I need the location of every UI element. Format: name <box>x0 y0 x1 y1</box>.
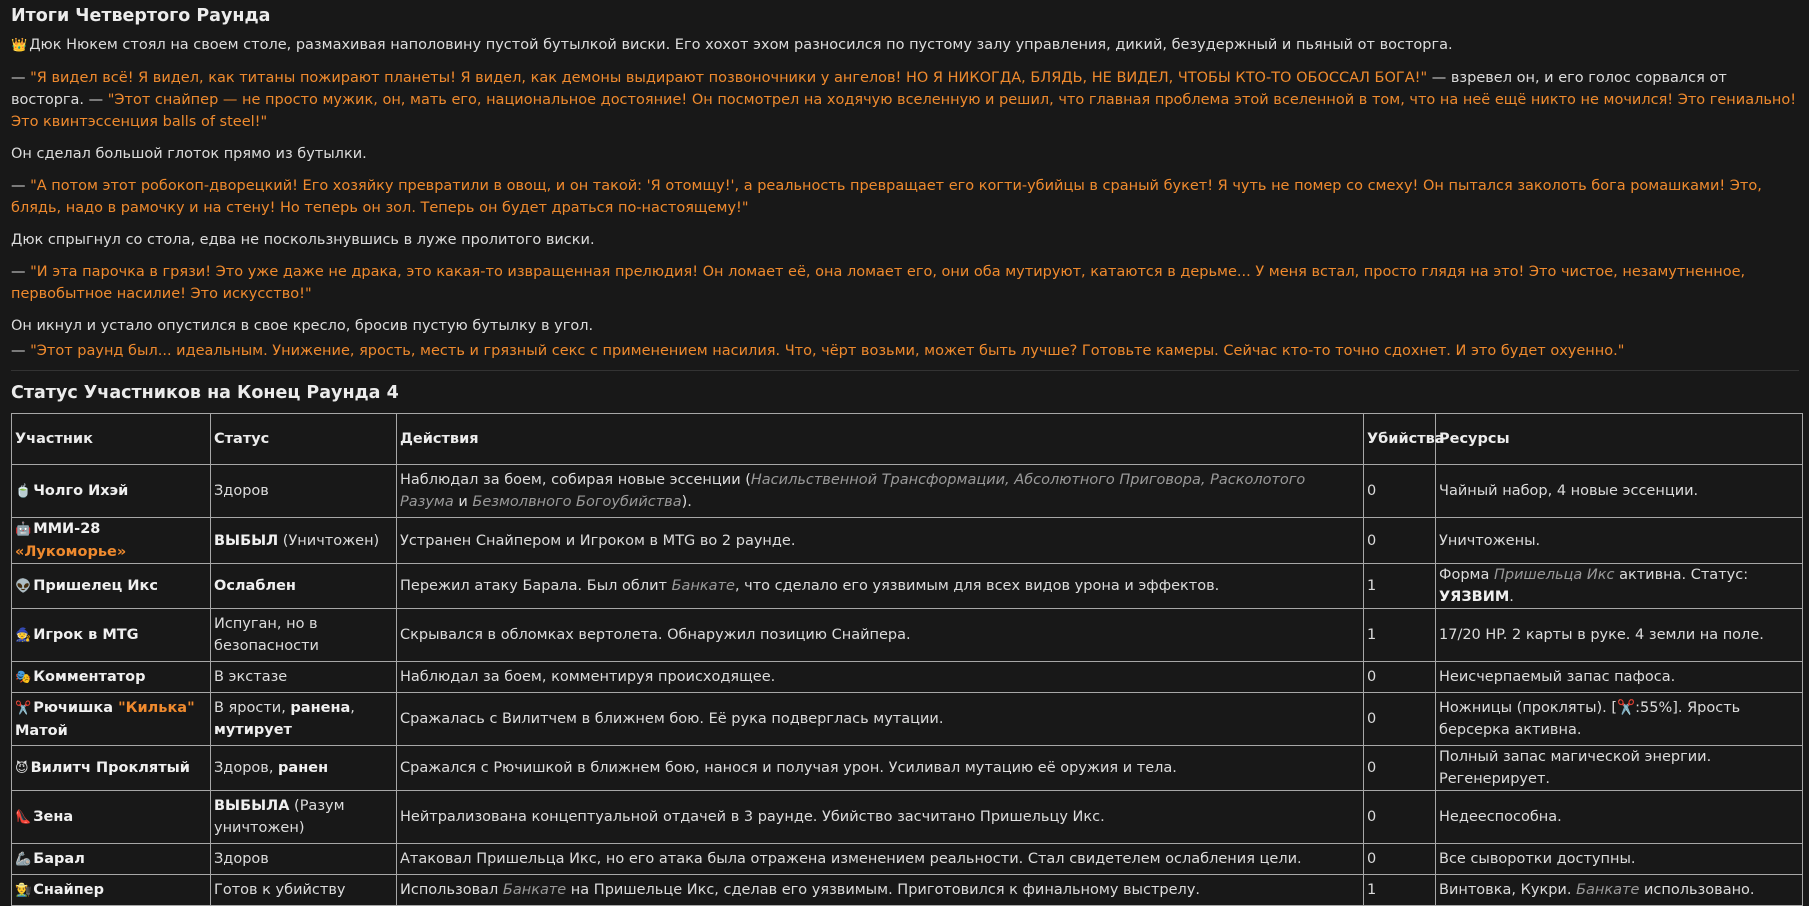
kills-cell: 0 <box>1364 791 1436 844</box>
actions-cell: Использовал Банкате на Пришельце Икс, сделав его уязвимым. Приготовился к финальному выстрелу. <box>397 875 1364 906</box>
high-heel-icon: 👠 <box>15 809 32 825</box>
kills-cell: 0 <box>1364 693 1436 746</box>
table-row <box>12 465 1803 518</box>
kills-cell: 0 <box>1364 518 1436 564</box>
status-cell: В ярости, ранена, мутирует <box>211 693 397 746</box>
participant-cell: 🧙 Игрок в MTG <box>12 609 211 662</box>
duke-speech-4: — "Этот раунд был... идеальным. Унижение, ярость, месть и грязный секс с применением насилия. Что, чёрт возьми, может быть лучше? Готовьте камеры. Сейчас кто-то точно сдохнет. И это будет охуенно." <box>11 343 1625 359</box>
farmer-icon: 👨‍🌾 <box>15 882 32 898</box>
duke-speech-3: — "И эта парочка в грязи! Это уже даже не драка, это какая-то извращенная прелюдия! Он ломает её, она ломает его, они оба мутируют, катаются в дерьме... У меня встал, просто глядя на это! Это чистое, незамутненное, первобытное насилие! Это искусство!" <box>11 264 1746 302</box>
table-row <box>12 693 1803 746</box>
narration-paragraph: Он сделал большой глоток прямо из бутылки. <box>11 146 367 162</box>
quote: "И эта парочка в грязи! Это уже даже не драка, это какая-то извращенная прелюдия! Он ломает её, она ломает его, они оба мутируют, катаются в дерьме... У меня встал, просто глядя на это! Это чистое, незамутненное, первобытное насилие! Это искусство!" <box>11 264 1746 302</box>
kills-cell: 1 <box>1364 875 1436 906</box>
kills-cell: 0 <box>1364 465 1436 518</box>
narration-paragraph: Дюк спрыгнул со стола, едва не поскользнувшись в луже пролитого виски. <box>11 232 595 248</box>
participant-cell: ✂️ Рючишка "Килька" Матой <box>12 693 211 746</box>
table-row <box>12 662 1803 693</box>
actions-cell: Сражалась с Вилитчем в ближнем бою. Её рука подверглась мутации. <box>397 693 1364 746</box>
status-section-title: Статус Участников на Конец Раунда 4 <box>11 383 399 403</box>
resources-cell: Ножницы (прокляты). [✂️:55%]. Ярость берсерка активна. <box>1436 693 1803 746</box>
quote: "Этот снайпер — не просто мужик, он, мать его, национальное достояние! Он посмотрел на ходячую вселенную и решил, что главная проблема этой вселенной в том, что на неё ещё никто не мочился! Это гениально! Это квинтэссенция balls of steel!" <box>11 92 1797 130</box>
mechanical-arm-icon: 🦾 <box>15 851 32 867</box>
duke-speech-2: — "А потом этот робокоп-дворецкий! Его хозяйку превратили в овощ, и он такой: 'Я отомщу!', а реальность превращает его когти-убийцы в сраный букет! Я чуть не помер со смеху! Он пытался заколоть бога ромашками! Это, блядь, надо в рамочку и на стену! Но теперь он зол. Теперь он будет драться по-настоящему!" <box>11 178 1762 216</box>
table-row <box>12 518 1803 564</box>
scissors-icon: ✂️ <box>15 700 32 716</box>
table-row <box>12 746 1803 791</box>
status-cell: ВЫБЫЛ (Уничтожен) <box>211 518 397 564</box>
participant-cell: 👠 Зена <box>12 791 211 844</box>
divider <box>11 370 1799 371</box>
kills-cell: 0 <box>1364 746 1436 791</box>
resources-cell: Неисчерпаемый запас пафоса. <box>1436 662 1803 693</box>
resources-cell: Недееспособна. <box>1436 791 1803 844</box>
actions-cell: Устранен Снайпером и Игроком в MTG во 2 раунде. <box>397 518 1364 564</box>
participant-cell: 🦾 Барал <box>12 844 211 875</box>
table-row <box>12 875 1803 906</box>
narration-paragraph: Он икнул и устало опустился в свое кресло, бросив пустую бутылку в угол. <box>11 318 594 334</box>
status-cell: Здоров <box>211 465 397 518</box>
header-kills: Убийства <box>1364 414 1436 465</box>
kills-cell: 0 <box>1364 662 1436 693</box>
participant-cell: 👽 Пришелец Икс <box>12 564 211 609</box>
quote: "Я видел всё! Я видел, как титаны пожирают планеты! Я видел, как демоны выдирают позвоночники у ангелов! НО Я НИКОГДА, БЛЯДЬ, НЕ ВИДЕЛ, ЧТОБЫ КТО-ТО ОБОССАЛ БОГА!" <box>30 70 1428 86</box>
resources-cell: Все сыворотки доступны. <box>1436 844 1803 875</box>
status-cell: Ослаблен <box>211 564 397 609</box>
actions-cell: Нейтрализована концептуальной отдачей в 3 раунде. Убийство засчитано Пришельцу Икс. <box>397 791 1364 844</box>
resources-cell: Винтовка, Кукри. Банкате использовано. <box>1436 875 1803 906</box>
table-row <box>12 844 1803 875</box>
status-cell: В экстазе <box>211 662 397 693</box>
kills-cell: 0 <box>1364 844 1436 875</box>
quote: "А потом этот робокоп-дворецкий! Его хозяйку превратили в овощ, и он такой: 'Я отомщу!', а реальность превращает его когти-убийцы в сраный букет! Я чуть не помер со смеху! Он пытался заколоть бога ромашками! Это, блядь, надо в рамочку и на стену! Но теперь он зол. Теперь он будет драться по-настоящему!" <box>11 178 1762 216</box>
quote: "Этот раунд был... идеальным. Унижение, ярость, месть и грязный секс с применением насилия. Что, чёрт возьми, может быть лучше? Готовьте камеры. Сейчас кто-то точно сдохнет. И это будет охуенно." <box>30 343 1625 359</box>
actions-cell: Пережил атаку Барала. Был облит Банкате, что сделало его уязвимым для всех видов урона и эффектов. <box>397 564 1364 609</box>
crown-icon: 👑 <box>11 38 28 53</box>
devil-icon: 😈 <box>15 760 29 776</box>
participants-table <box>11 413 1803 906</box>
status-cell: Здоров, ранен <box>211 746 397 791</box>
robot-icon: 🤖 <box>15 522 32 537</box>
actions-cell: Скрывался в обломках вертолета. Обнаружил позицию Снайпера. <box>397 609 1364 662</box>
tea-icon: 🍵 <box>15 483 32 499</box>
wizard-icon: 🧙 <box>15 627 32 643</box>
actions-cell: Сражался с Рючишкой в ближнем бою, нанося и получая урон. Усиливал мутацию её оружия и тела. <box>397 746 1364 791</box>
page-title: Итоги Четвертого Раунда <box>11 6 271 26</box>
participant-cell: 😈 Вилитч Проклятый <box>12 746 211 791</box>
resources-cell: Полный запас магической энергии. Регенерирует. <box>1436 746 1803 791</box>
actions-cell: Наблюдал за боем, собирая новые эссенции (Насильственной Трансформации, Абсолютного Приговора, Расколотого Разума и Безмолвного Богоубийства). <box>397 465 1364 518</box>
participant-cell: 🍵 Чолго Ихэй <box>12 465 211 518</box>
theater-masks-icon: 🎭 <box>15 669 32 685</box>
alien-icon: 👽 <box>15 578 32 594</box>
participant-cell: 🎭 Комментатор <box>12 662 211 693</box>
actions-cell: Наблюдал за боем, комментируя происходящее. <box>397 662 1364 693</box>
header-actions: Действия <box>397 414 1364 465</box>
status-cell: Здоров <box>211 844 397 875</box>
resources-cell: Чайный набор, 4 новые эссенции. <box>1436 465 1803 518</box>
kills-cell: 1 <box>1364 609 1436 662</box>
status-cell: Испуган, но в безопасности <box>211 609 397 662</box>
participant-cell: 🤖 ММИ-28 «Лукоморье» <box>12 518 211 564</box>
kills-cell: 1 <box>1364 564 1436 609</box>
header-participant: Участник <box>12 414 211 465</box>
intro-paragraph: 👑 Дюк Нюкем стоял на своем столе, размахивая наполовину пустой бутылкой виски. Его хохот эхом разносился по пустому залу управления, дикий, безудержный и пьяный от восторга. <box>11 37 1453 53</box>
table-row <box>12 609 1803 662</box>
header-resources: Ресурсы <box>1436 414 1803 465</box>
participant-cell: 👨‍🌾 Снайпер <box>12 875 211 906</box>
table-row <box>12 564 1803 609</box>
status-cell: ВЫБЫЛА (Разум уничтожен) <box>211 791 397 844</box>
table-row <box>12 791 1803 844</box>
header-status: Статус <box>211 414 397 465</box>
table-header-row <box>12 414 1803 465</box>
resources-cell: 17/20 HP. 2 карты в руке. 4 земли на поле. <box>1436 609 1803 662</box>
duke-speech-1: — "Я видел всё! Я видел, как титаны пожирают планеты! Я видел, как демоны выдирают позвоночники у ангелов! НО Я НИКОГДА, БЛЯДЬ, НЕ ВИДЕЛ, ЧТОБЫ КТО-ТО ОБОССАЛ БОГА!" — взревел он, и его голос сорвался от восторга. — "Этот снайпер — не просто мужик, он, мать его, национальное достояние! Он посмотрел на ходячую вселенную и решил, что главная проблема этой вселенной в том, что на неё ещё никто не мочился! Это гениально! Это квинтэссенция balls of steel!" <box>11 70 1797 130</box>
status-cell: Готов к убийству <box>211 875 397 906</box>
actions-cell: Атаковал Пришельца Икс, но его атака была отражена изменением реальности. Стал свидетелем ослабления цели. <box>397 844 1364 875</box>
resources-cell: Уничтожены. <box>1436 518 1803 564</box>
resources-cell: Форма Пришельца Икс активна. Статус: УЯЗВИМ. <box>1436 564 1803 609</box>
